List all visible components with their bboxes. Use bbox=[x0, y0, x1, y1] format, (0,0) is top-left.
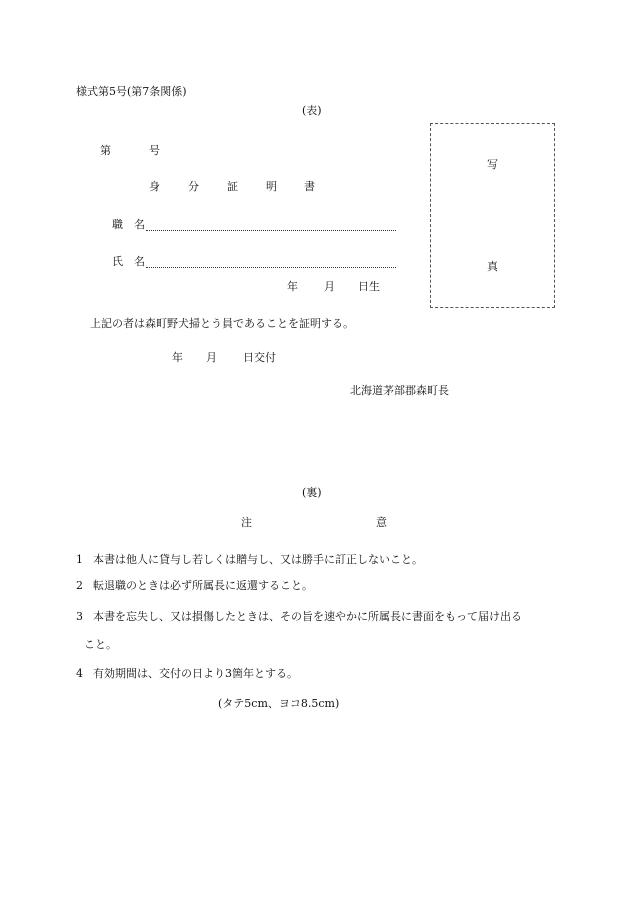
note-number: 1 bbox=[76, 553, 83, 566]
name-field-line bbox=[146, 267, 396, 268]
birth-day: 日生 bbox=[358, 280, 380, 293]
note-text: 転退職のときは必ず所属長に返還すること。 bbox=[93, 579, 313, 592]
title-char-4: 明 bbox=[266, 180, 277, 193]
position-field-line bbox=[146, 230, 396, 231]
title-char-2: 分 bbox=[188, 180, 199, 193]
title-char-3: 証 bbox=[227, 180, 238, 193]
title-char-5: 書 bbox=[304, 180, 315, 193]
title-char-1: 身 bbox=[149, 180, 160, 193]
form-id: 様式第5号(第7条関係) bbox=[76, 85, 187, 98]
back-side-label: (裏) bbox=[302, 486, 322, 499]
certification-text: 上記の者は森町野犬掃とう員であることを証明する。 bbox=[90, 317, 354, 330]
birth-month: 月 bbox=[324, 280, 335, 293]
issue-year: 年 bbox=[172, 351, 183, 364]
notes-title-char-1: 注 bbox=[241, 516, 252, 529]
photo-label-top: 写 bbox=[487, 158, 498, 171]
position-label: 職 名 bbox=[112, 218, 145, 231]
notes-title-char-2: 意 bbox=[376, 516, 387, 529]
note-text: 本書を忘失し、又は損傷したときは、その旨を速やかに所属長に書面をもって届け出る bbox=[93, 610, 522, 623]
number-go: 号 bbox=[149, 144, 160, 157]
note-text: 本書は他人に貸与し若しくは贈与し、又は勝手に訂正しないこと。 bbox=[93, 553, 423, 566]
issue-day: 日交付 bbox=[243, 351, 276, 364]
note-number: 4 bbox=[76, 667, 83, 680]
note-number: 2 bbox=[76, 579, 83, 592]
note-text: 有効期間は、交付の日より3箇年とする。 bbox=[93, 667, 298, 680]
note-continuation: こと。 bbox=[84, 638, 117, 651]
front-side-label: (表) bbox=[302, 104, 322, 117]
issuer: 北海道茅部郡森町長 bbox=[350, 384, 449, 397]
issue-month: 月 bbox=[206, 351, 217, 364]
name-label: 氏 名 bbox=[112, 255, 145, 268]
number-dai: 第 bbox=[100, 144, 111, 157]
photo-label-bottom: 真 bbox=[487, 260, 498, 273]
size-note: (タテ5cm、ヨコ8.5cm) bbox=[218, 697, 340, 710]
birth-year: 年 bbox=[287, 280, 298, 293]
photo-box bbox=[430, 123, 555, 308]
note-number: 3 bbox=[76, 610, 83, 623]
